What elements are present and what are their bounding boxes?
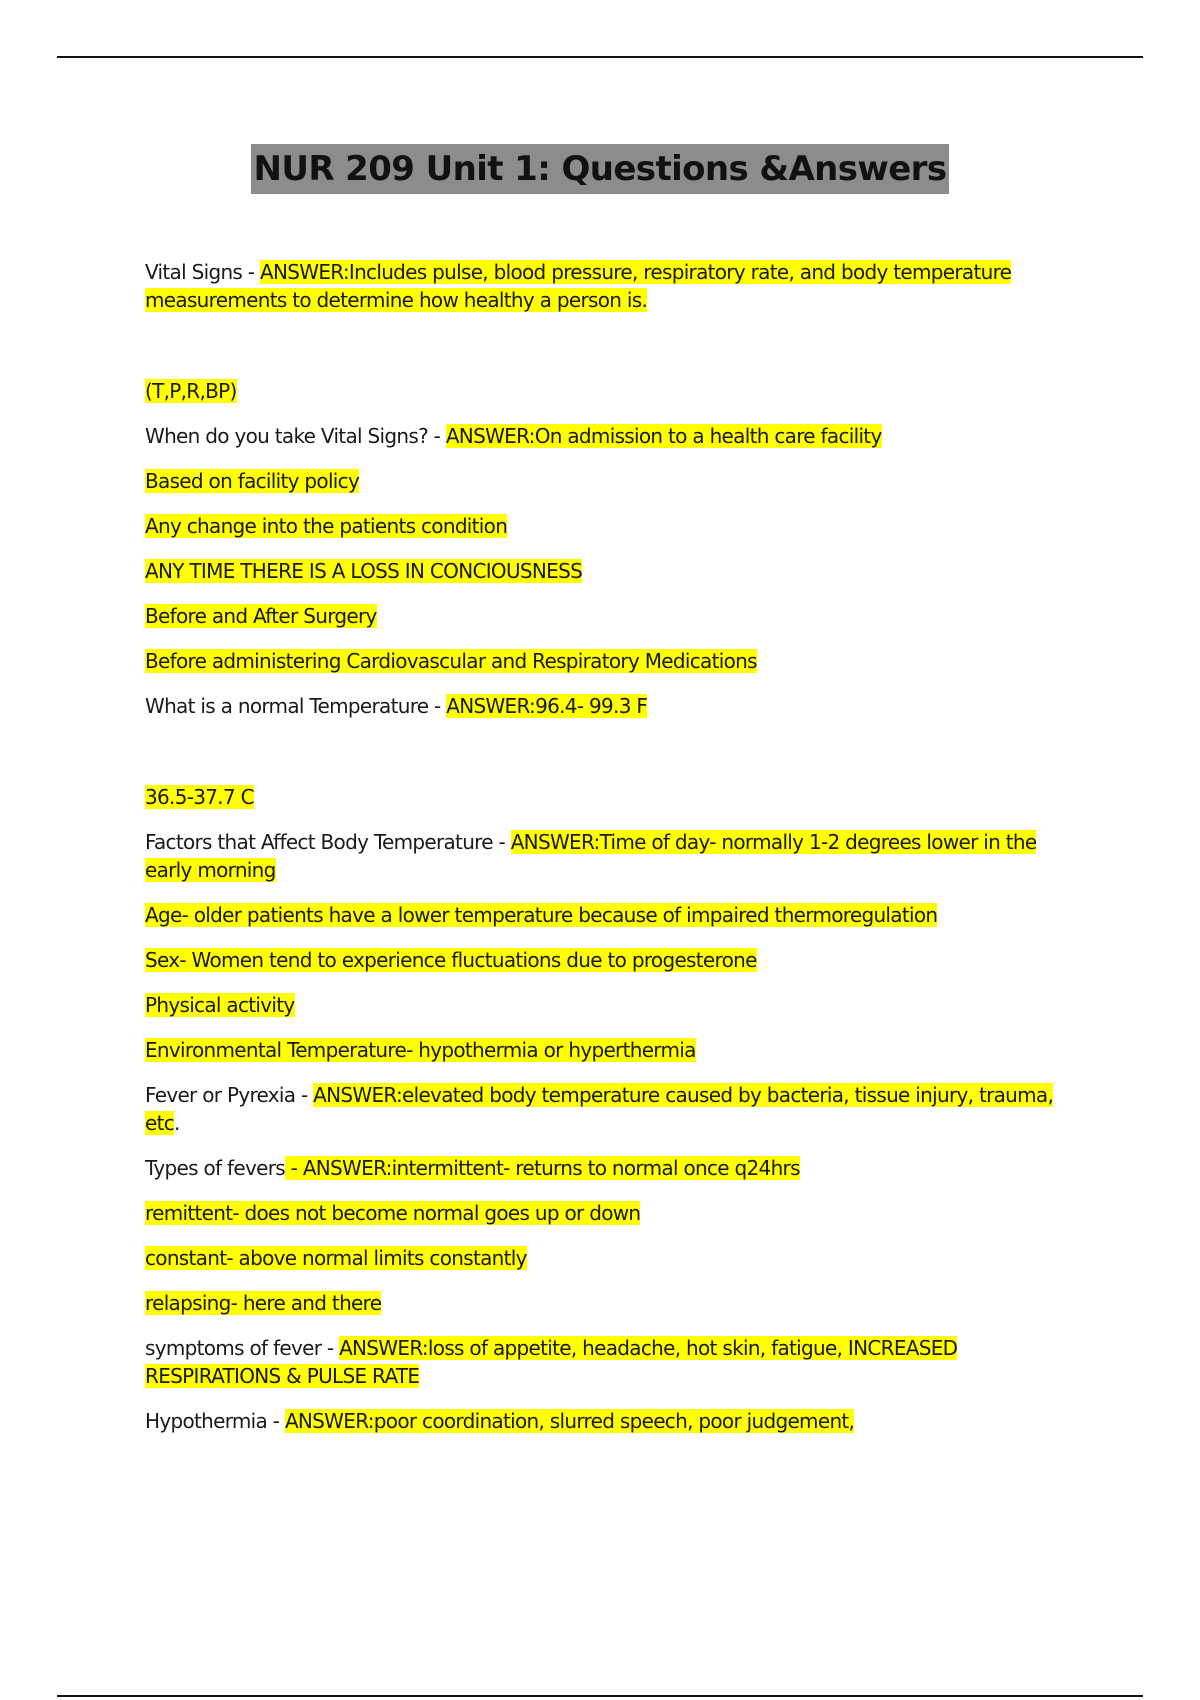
qa-entry <box>145 422 1075 450</box>
document-title: NUR 209 Unit 1: Questions &Answers <box>251 144 950 194</box>
title-container <box>0 144 1200 194</box>
answer-text: ANSWER:elevated body temperature caused by bacteria, tissue injury, trauma, etc <box>145 1083 1054 1135</box>
question-text: What is a normal Temperature - <box>145 694 447 718</box>
question-text: Factors that Affect Body Temperature - <box>145 830 511 854</box>
answer-text: ANSWER:Time of day- normally 1-2 degrees lower in the early morning <box>145 830 1037 882</box>
answer-text: ANSWER:On admission to a health care facility <box>445 424 882 448</box>
question-text: Types of fevers <box>145 1156 285 1180</box>
answer-line <box>145 783 1075 811</box>
answer-line <box>145 991 1075 1019</box>
answer-line <box>145 1199 1075 1227</box>
top-rule <box>57 56 1143 58</box>
answer-text: remittent- does not become normal goes up or down <box>145 1201 641 1225</box>
answer-line <box>145 467 1075 495</box>
answer-text: constant- above normal limits constantly <box>145 1246 527 1270</box>
answer-line <box>145 377 1075 405</box>
qa-entry <box>145 828 1075 884</box>
question-text: Hypothermia - <box>145 1409 285 1433</box>
answer-text: Any change into the patients condition <box>145 514 508 538</box>
answer-text: 36.5-37.7 C <box>145 785 254 809</box>
answer-text: Sex- Women tend to experience fluctuations due to progesterone <box>145 948 757 972</box>
document-body <box>145 258 1075 1452</box>
answer-line <box>145 647 1075 675</box>
answer-text: Physical activity <box>145 993 295 1017</box>
answer-line <box>145 1244 1075 1272</box>
answer-line <box>145 557 1075 585</box>
answer-text: (T,P,R,BP) <box>145 379 237 403</box>
answer-text: ANSWER:loss of appetite, headache, hot skin, fatigue, INCREASED RESPIRATIONS & PULSE RATE <box>145 1336 958 1388</box>
answer-text: Based on facility policy <box>145 469 360 493</box>
qa-entry <box>145 258 1075 314</box>
qa-entry <box>145 1407 1075 1435</box>
answer-line <box>145 512 1075 540</box>
answer-line <box>145 901 1075 929</box>
answer-text: ANSWER:Includes pulse, blood pressure, respiratory rate, and body temperature measurements to determine how healthy a person is. <box>145 260 1012 312</box>
answer-text: relapsing- here and there <box>145 1291 382 1315</box>
answer-text: Before and After Surgery <box>145 604 377 628</box>
answer-text: Before administering Cardiovascular and Respiratory Medications <box>145 649 757 673</box>
bottom-rule <box>57 1695 1143 1697</box>
answer-text: Environmental Temperature- hypothermia or hyperthermia <box>145 1038 696 1062</box>
answer-line <box>145 1289 1075 1317</box>
answer-text: ANSWER:96.4- 99.3 F <box>446 694 648 718</box>
answer-text: ANSWER:poor coordination, slurred speech, poor judgement, <box>284 1409 855 1433</box>
qa-entry <box>145 1334 1075 1390</box>
answer-line <box>145 602 1075 630</box>
question-text: symptoms of fever - <box>145 1336 340 1360</box>
answer-text: ANY TIME THERE IS A LOSS IN CONCIOUSNESS <box>145 559 583 583</box>
trailing-period: . <box>174 1111 180 1135</box>
qa-entry <box>145 692 1075 720</box>
question-text: Vital Signs - <box>145 260 260 284</box>
answer-text: Age- older patients have a lower temperature because of impaired thermoregulation <box>145 903 938 927</box>
answer-text: - ANSWER:intermittent- returns to normal once q24hrs <box>284 1156 800 1180</box>
question-text: Fever or Pyrexia - <box>145 1083 314 1107</box>
answer-line <box>145 946 1075 974</box>
qa-entry <box>145 1081 1075 1137</box>
qa-entry <box>145 1154 1075 1182</box>
answer-line <box>145 1036 1075 1064</box>
question-text: When do you take Vital Signs? - <box>145 424 446 448</box>
